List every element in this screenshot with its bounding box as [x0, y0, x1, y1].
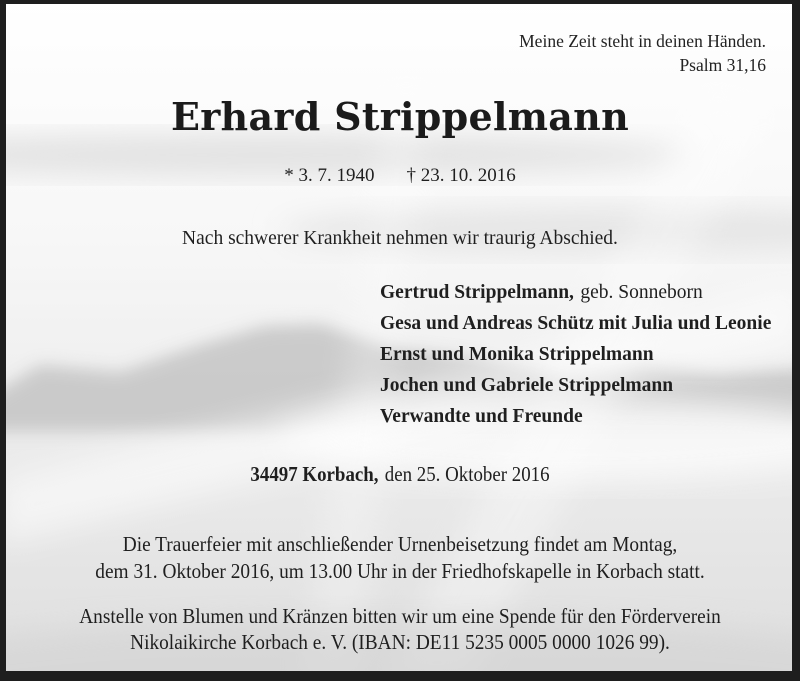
- mourner-name: Gesa und Andreas Schütz mit Julia und Leonie: [380, 313, 772, 334]
- funeral-notice-line: Die Trauerfeier mit anschließender Urnenbeisetzung findet am Montag,: [122, 532, 678, 556]
- funeral-notice-line: dem 31. Oktober 2016, um 13.00 Uhr in der Friedhofskapelle in Korbach statt.: [95, 559, 705, 583]
- donation-notice: [40, 603, 760, 655]
- donation-notice-line: Nikolaikirche Korbach e. V. (IBAN: DE11 5235 0005 0000 1026 99).: [130, 630, 670, 654]
- mourner-row: [380, 339, 771, 370]
- dateline-place: 34497 Korbach,: [250, 462, 379, 486]
- donation-notice-line: Anstelle von Blumen und Kränzen bitten wir um eine Spende für den Förderverein: [79, 604, 721, 628]
- mourner-name: Verwandte und Freunde: [380, 406, 583, 427]
- mourner-row: [380, 308, 771, 339]
- mourner-suffix: geb. Sonneborn: [580, 282, 703, 303]
- epigraph-source: Psalm 31,16: [679, 55, 766, 75]
- deceased-name: Erhard Strippelmann: [170, 94, 630, 139]
- life-dates: [0, 165, 800, 187]
- mourner-name: Gertrud Strippelmann,: [380, 282, 574, 303]
- mourner-row: [380, 277, 771, 308]
- intro-line: Nach schwerer Krankheit nehmen wir traurig Abschied.: [182, 228, 618, 249]
- dateline-date: den 25. Oktober 2016: [384, 462, 550, 486]
- birth-date: * 3. 7. 1940: [284, 165, 375, 186]
- mourner-name: Jochen und Gabriele Strippelmann: [380, 375, 674, 396]
- epigraph-quote: Meine Zeit steht in deinen Händen.: [519, 31, 766, 51]
- funeral-notice: [40, 531, 760, 585]
- mourner-row: [380, 401, 771, 432]
- epigraph: [519, 29, 766, 77]
- mourners-list: [380, 277, 771, 432]
- place-dateline: [40, 462, 760, 487]
- death-date: † 23. 10. 2016: [406, 165, 516, 186]
- mourner-name: Ernst und Monika Strippelmann: [380, 344, 654, 365]
- mourner-row: [380, 370, 771, 401]
